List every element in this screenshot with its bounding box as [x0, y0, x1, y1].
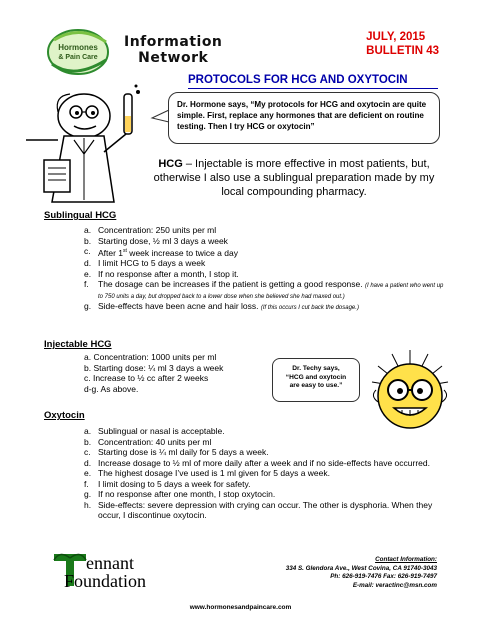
network-line1: Information: [124, 34, 223, 50]
list-item: h. Side-effects: severe depression with crying can occur. The other is dysphoria. When they occur, I discontinue oxytocin.: [84, 499, 433, 520]
speech-bubble-tail: [150, 108, 170, 128]
list-item: d-g. As above.: [84, 383, 139, 394]
injectable-hcg-heading: Injectable HCG: [44, 339, 112, 350]
contact-address: 334 S. Glendora Ave., West Covina, CA 91740-3043: [285, 564, 437, 572]
list-item: g. If no response after one month, I stop oxytocin.: [84, 489, 276, 499]
oxytocin-heading: Oxytocin: [44, 410, 85, 421]
contact-heading: Contact Information:: [375, 556, 437, 563]
list-item: b. Concentration: 40 units per ml: [84, 436, 212, 447]
page-title: PROTOCOLS FOR HCG AND OXYTOCIN: [188, 74, 408, 86]
logo-line2: & Pain Care: [58, 54, 98, 61]
sublingual-hcg-list: [84, 225, 444, 312]
contact-email: E-mail: veractinc@msn.com: [352, 581, 437, 589]
network-line2: Network: [138, 50, 209, 66]
list-item: f. The dosage can be increases if the patient is getting a good response. (I have a patient who went up to 750 units a day, but dropped back to a lower dose when she believed she had maxed out.): [84, 279, 444, 301]
injectable-hcg-list: [84, 352, 259, 394]
dr-techy-speech-bubble: Dr. Techy says, “HCG and oxytocin are easy to use.”: [272, 358, 360, 402]
contact-information: [286, 556, 437, 590]
side-effect-note: (If this occurs I cut back the dosage.): [260, 305, 359, 312]
newsletter-name: [124, 34, 222, 66]
list-item: g. Side-effects have been acne and hair loss. (If this occurs I cut back the dosage.): [84, 301, 359, 312]
list-item: d. Increase dosage to ½ ml of more daily after a week and if no side-effects have occurred.: [84, 457, 430, 468]
list-item: e. If no response after a month, I stop it.: [84, 268, 239, 279]
list-item: a. Sublingual or nasal is acceptable.: [84, 426, 225, 436]
list-item: a. Concentration: 250 units per ml: [84, 225, 217, 235]
title-underline: [188, 88, 438, 89]
issue-date: JULY, 2015: [366, 31, 426, 43]
hcg-intro-text: – Injectable is more effective in most patients, but, otherwise I also use a sublingual preparation made by my local compounding pharmacy.: [153, 158, 435, 198]
list-item: f. I limit dosing to 5 days a week for safety.: [84, 478, 251, 489]
list-item: a. Concentration: 1000 units per ml: [84, 352, 217, 362]
bulletin-number: BULLETIN 43: [366, 45, 439, 57]
contact-phone: Ph: 626-919-7476 Fax: 626-919-7497: [330, 573, 437, 580]
foundation-line2: Foundation: [64, 571, 147, 591]
logo-line1: Hormones: [58, 43, 98, 52]
sublingual-hcg-heading: Sublingual HCG: [44, 210, 117, 221]
foundation-line1: ennant: [86, 553, 134, 573]
oxytocin-list: [84, 426, 444, 521]
list-item: d. I limit HCG to 5 days a week: [84, 258, 206, 269]
hcg-label: HCG: [158, 158, 183, 170]
list-item: c. After 1st week increase to twice a day: [84, 246, 238, 258]
hormones-pain-care-logo: [44, 24, 116, 80]
patient-note: (I have a patient who went up to 750 units a day, but dropped back to a lower dose when she believed she had maxed out.): [98, 283, 444, 301]
tennant-foundation-name: [64, 554, 146, 590]
dr-hormone-speech-bubble: Dr. Hormone says, “My protocols for HCG and oxytocin are quite simple. First, replace any hormones that are deficient on routine testing. Then I try HCG or oxytocin”: [168, 92, 440, 144]
list-item: e. The highest dosage I’ve used is 1 ml given for 5 days a week.: [84, 468, 330, 478]
website-url: www.hormonesandpaincare.com: [189, 604, 292, 611]
hcg-intro-paragraph: [146, 157, 442, 199]
issue-info: [366, 30, 439, 58]
list-item: b. Starting dose, ½ ml 3 days a week: [84, 235, 228, 246]
list-item: c. Increase to ½ cc after 2 weeks: [84, 373, 209, 383]
list-item: c. Starting dose is ¼ ml daily for 5 days a week.: [84, 447, 269, 457]
list-item: b. Starting dose: ¼ ml 3 days a week: [84, 362, 224, 373]
